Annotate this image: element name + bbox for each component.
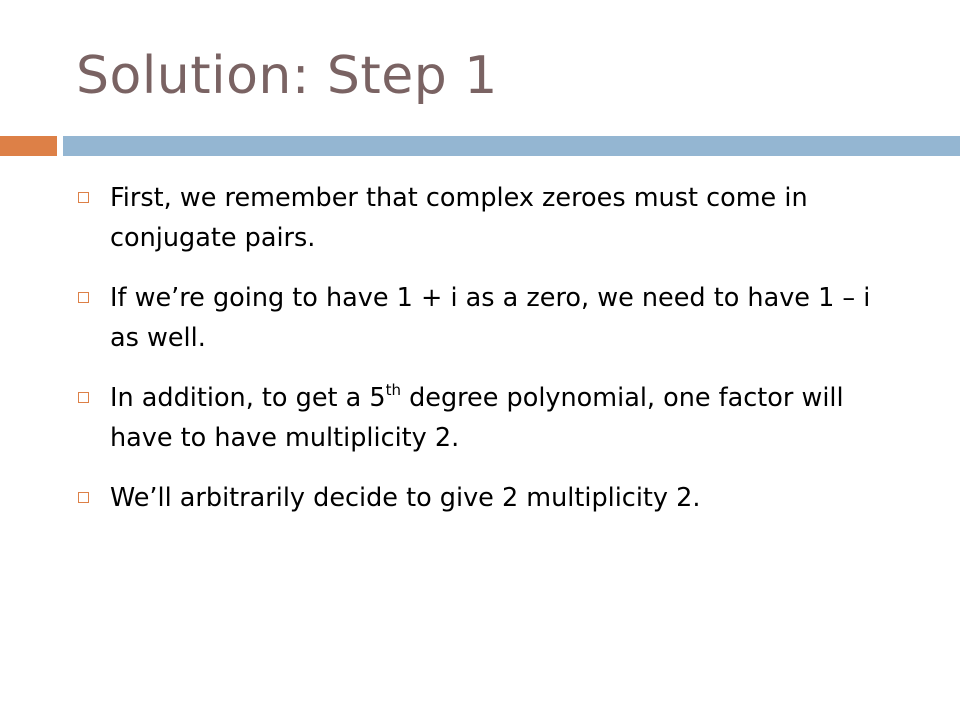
title-accent-bar-blue [63,136,960,156]
slide-title: Solution: Step 1 [76,46,498,106]
bullet-list [74,178,894,538]
bullet-item [74,478,894,518]
bullet-text-part: In addition, to get a 5 [110,383,386,413]
hollow-square-icon [78,392,89,403]
hollow-square-icon [78,292,89,303]
bullet-item [74,278,894,358]
hollow-square-icon [78,492,89,503]
hollow-square-icon [78,192,89,203]
bullet-text: First, we remember that complex zeroes must come in conjugate pairs. [110,183,808,253]
ordinal-superscript: th [385,381,401,399]
bullet-text: If we’re going to have 1 + i as a zero, we need to have 1 – i as well. [110,283,871,353]
title-accent-bar-orange [0,136,57,156]
bullet-item [74,178,894,258]
bullet-text: We’ll arbitrarily decide to give 2 multiplicity 2. [110,483,701,513]
bullet-text-part: degree polynomial, one factor will have to have multiplicity 2. [110,383,844,453]
bullet-text [110,383,844,453]
bullet-item [74,378,894,458]
